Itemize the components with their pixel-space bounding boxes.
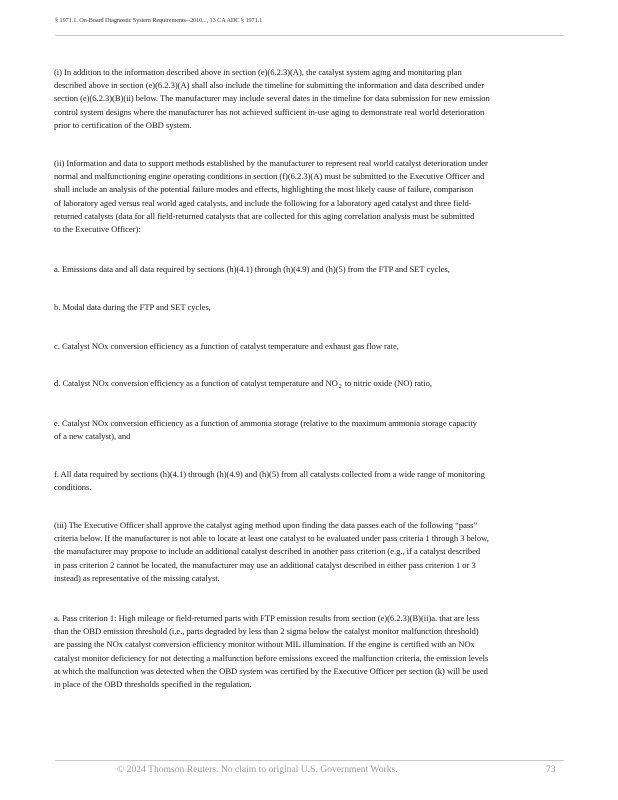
text-line: in place of the OBD thresholds specified in the regulation.: [54, 679, 252, 690]
text-line: of laboratory aged versus real world aged catalysts, and include the following for a laboratory aged catalyst and three field-: [54, 197, 472, 208]
footer-copyright: © 2024 Thomson Reuters. No claim to original U.S. Government Works.: [117, 764, 398, 775]
list-item-a: [54, 263, 570, 276]
text-line: (ii) Information and data to support methods established by the manufacturer to represent real world catalyst deterioration under: [54, 158, 488, 168]
text-line: normal and malfunctioning engine operating conditions in section (f)(6.2.3)(A) must be submitted to the Executive Officer and: [54, 171, 485, 182]
text-line: [54, 377, 570, 392]
text-line: to the Executive Officer):: [54, 224, 141, 235]
text-line: than the OBD emission threshold (i.e., parts degraded by less than 2 sigma below the catalyst monitor malfunction threshold): [54, 626, 479, 637]
text-line: returned catalysts (data for all field-returned catalysts that are collected for this aging correlation analysis must be submitted: [54, 210, 475, 221]
text-fragment: d. Catalyst NOx conversion efficiency as a function of catalyst temperature and NO: [54, 378, 338, 388]
text-fragment: to nitric oxide (NO) ratio,: [344, 378, 432, 388]
text-line: prior to certification of the OBD system.: [54, 119, 192, 130]
text-line: a. Emissions data and all data required by sections (h)(4.1) through (h)(4.9) and (h)(5) from the FTP and SET cycles,: [54, 264, 450, 274]
text-line: b. Modal data during the FTP and SET cycles,: [54, 302, 211, 312]
list-item-d: [54, 377, 570, 392]
text-line: criteria below. If the manufacturer is not able to locate at least one catalyst to be evaluated under pass criteria 1 through 3 below,: [54, 533, 489, 544]
subscript: 2: [338, 384, 342, 390]
text-line: a. Pass criterion 1: High mileage or field-returned parts with FTP emission results from section (e)(6.2.3)(B)(ii)a. that are less: [54, 613, 480, 623]
text-line: at which the malfunction was detected when the OBD system was certified by the Executive Officer per section (k) will be used: [54, 665, 488, 676]
paragraph-iii: [54, 519, 570, 585]
header-divider: [55, 35, 564, 36]
list-item-e: [54, 417, 570, 443]
text-line: shall include an analysis of the potential failure modes and effects, highlighting the most likely cause of failure, comparison: [54, 184, 474, 195]
text-line: in pass criterion 2 cannot be located, the manufacturer may use an additional catalyst described in either pass criterion 1 or 3: [54, 559, 476, 570]
text-line: described above in section (e)(6.2.3)(A) shall also include the timeline for submitting the information and data described under: [54, 80, 485, 91]
footer-divider: [55, 760, 564, 761]
text-line: are passing the NOx catalyst conversion efficiency monitor without MIL illumination. If the engine is certified with an NOx: [54, 639, 475, 650]
list-item-c: [54, 340, 570, 353]
text-line: section (e)(6.2.3)(B)(ii) below. The manufacturer may include several dates in the timeline for data submission for new emission: [54, 93, 490, 104]
list-item-f: [54, 468, 570, 494]
paragraph-ii: [54, 157, 570, 236]
text-line: of a new catalyst), and: [54, 431, 131, 442]
text-line: control system designs where the manufacturer has not achieved sufficient in-use aging to demonstrate real world deterioration: [54, 106, 485, 117]
running-header: § 1971.1. On-Board Diagnostic System Requirements--2010..., 13 CA ADC § 1971.1: [55, 17, 263, 24]
text-line: conditions.: [54, 482, 92, 493]
text-line: e. Catalyst NOx conversion efficiency as a function of ammonia storage (relative to the maximum ammonia storage capacity: [54, 418, 477, 428]
text-line: catalyst monitor deficiency for not detecting a malfunction before emissions exceed the malfunction criteria, the emission levels: [54, 652, 489, 663]
text-line: the manufacturer may propose to include an additional catalyst described in another pass criterion (e.g., if a catalyst described: [54, 546, 481, 557]
paragraph-i: [54, 66, 570, 132]
text-line: (iii) The Executive Officer shall approve the catalyst aging method upon finding the data passes each of the following “pass”: [54, 520, 478, 530]
text-line: c. Catalyst NOx conversion efficiency as a function of catalyst temperature and exhaust gas flow rate,: [54, 341, 399, 351]
text-line: f. All data required by sections (h)(4.1) through (h)(4.9) and (h)(5) from all catalysts collected from a wide range of monitoring: [54, 469, 485, 479]
list-item-b: [54, 301, 570, 314]
pass-criterion-1: [54, 612, 570, 691]
text-line: instead) as representative of the missing catalyst.: [54, 572, 220, 583]
page-number: 73: [546, 764, 556, 775]
text-line: (i) In addition to the information described above in section (e)(6.2.3)(A), the catalyst system aging and monitoring plan: [54, 67, 462, 77]
